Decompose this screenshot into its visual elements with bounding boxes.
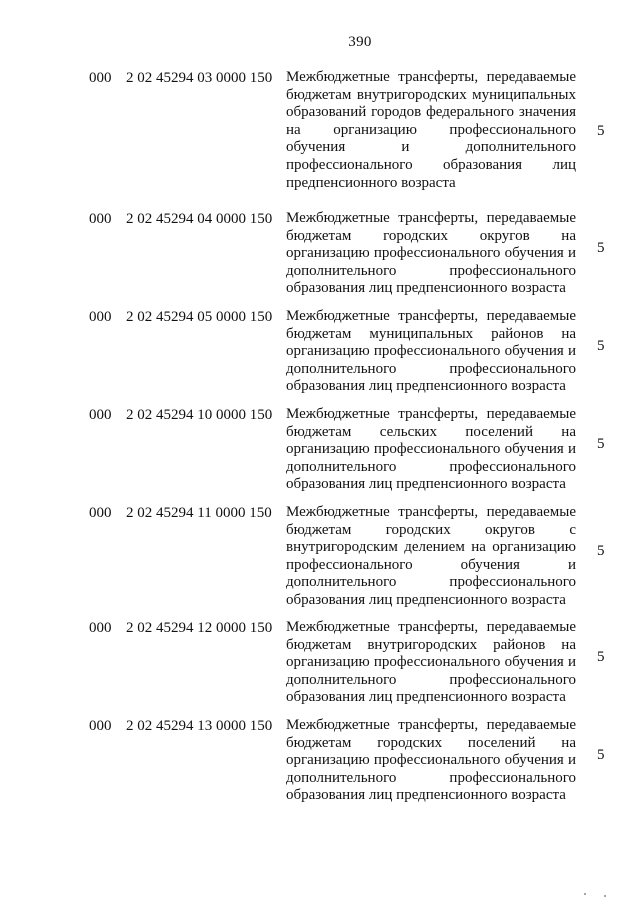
value-cell: 5 [597,240,605,256]
revenue-description: Межбюджетные трансферты, передаваемые бюджетам городских округов на организацию профессионального обучения и дополнительного профессионального образования лиц предпенсионного возраста [286,210,576,297]
table-row [0,619,640,717]
revenue-description: Межбюджетные трансферты, передаваемые бюджетам внутригородских районов на организацию профессионального обучения и дополнительного профессионального образования лиц предпенсионного возраста [286,619,576,706]
revenue-description: Межбюджетные трансферты, передаваемые бюджетам городских поселений на организацию профессионального обучения и дополнительного профессионального образования лиц предпенсионного возраста [286,717,576,804]
budget-classification-code: 2 02 45294 12 0000 150 [126,620,273,636]
budget-classification-code: 2 02 45294 13 0000 150 [126,718,273,734]
budget-code-table [0,69,640,815]
scan-speck [584,893,586,895]
value-cell: 5 [597,543,605,559]
revenue-description: Межбюджетные трансферты, передаваемые бюджетам городских округов с внутригородским делением на организацию профессионального обучения и дополнительного профессионального образования лиц предпенсионного возраста [286,504,576,608]
revenue-description: Межбюджетные трансферты, передаваемые бюджетам муниципальных районов на организацию профессионального обучения и дополнительного профессионального образования лиц предпенсионного возраста [286,308,576,395]
revenue-description: Межбюджетные трансферты, передаваемые бюджетам внутригородских муниципальных образований городов федерального значения на организацию профессионального обучения и дополнительного профессионального образования лиц предпенсионного возраста [286,69,576,191]
admin-code: 000 [89,309,112,325]
admin-code: 000 [89,211,112,227]
scan-speck [604,895,606,897]
table-row [0,69,640,210]
page-number: 390 [348,34,372,50]
admin-code: 000 [89,620,112,636]
budget-classification-code: 2 02 45294 11 0000 150 [126,505,272,521]
table-row [0,504,640,619]
table-row [0,406,640,504]
budget-classification-code: 2 02 45294 05 0000 150 [126,309,273,325]
value-cell: 5 [597,338,605,354]
budget-classification-code: 2 02 45294 04 0000 150 [126,211,273,227]
budget-classification-code: 2 02 45294 10 0000 150 [126,407,273,423]
budget-classification-code: 2 02 45294 03 0000 150 [126,70,273,86]
table-row [0,210,640,308]
value-cell: 5 [597,436,605,452]
table-row [0,717,640,815]
revenue-description: Межбюджетные трансферты, передаваемые бюджетам сельских поселений на организацию профессионального обучения и дополнительного профессионального образования лиц предпенсионного возраста [286,406,576,493]
table-row [0,308,640,406]
admin-code: 000 [89,505,112,521]
admin-code: 000 [89,70,112,86]
value-cell: 5 [597,123,605,139]
admin-code: 000 [89,407,112,423]
value-cell: 5 [597,649,605,665]
admin-code: 000 [89,718,112,734]
value-cell: 5 [597,747,605,763]
